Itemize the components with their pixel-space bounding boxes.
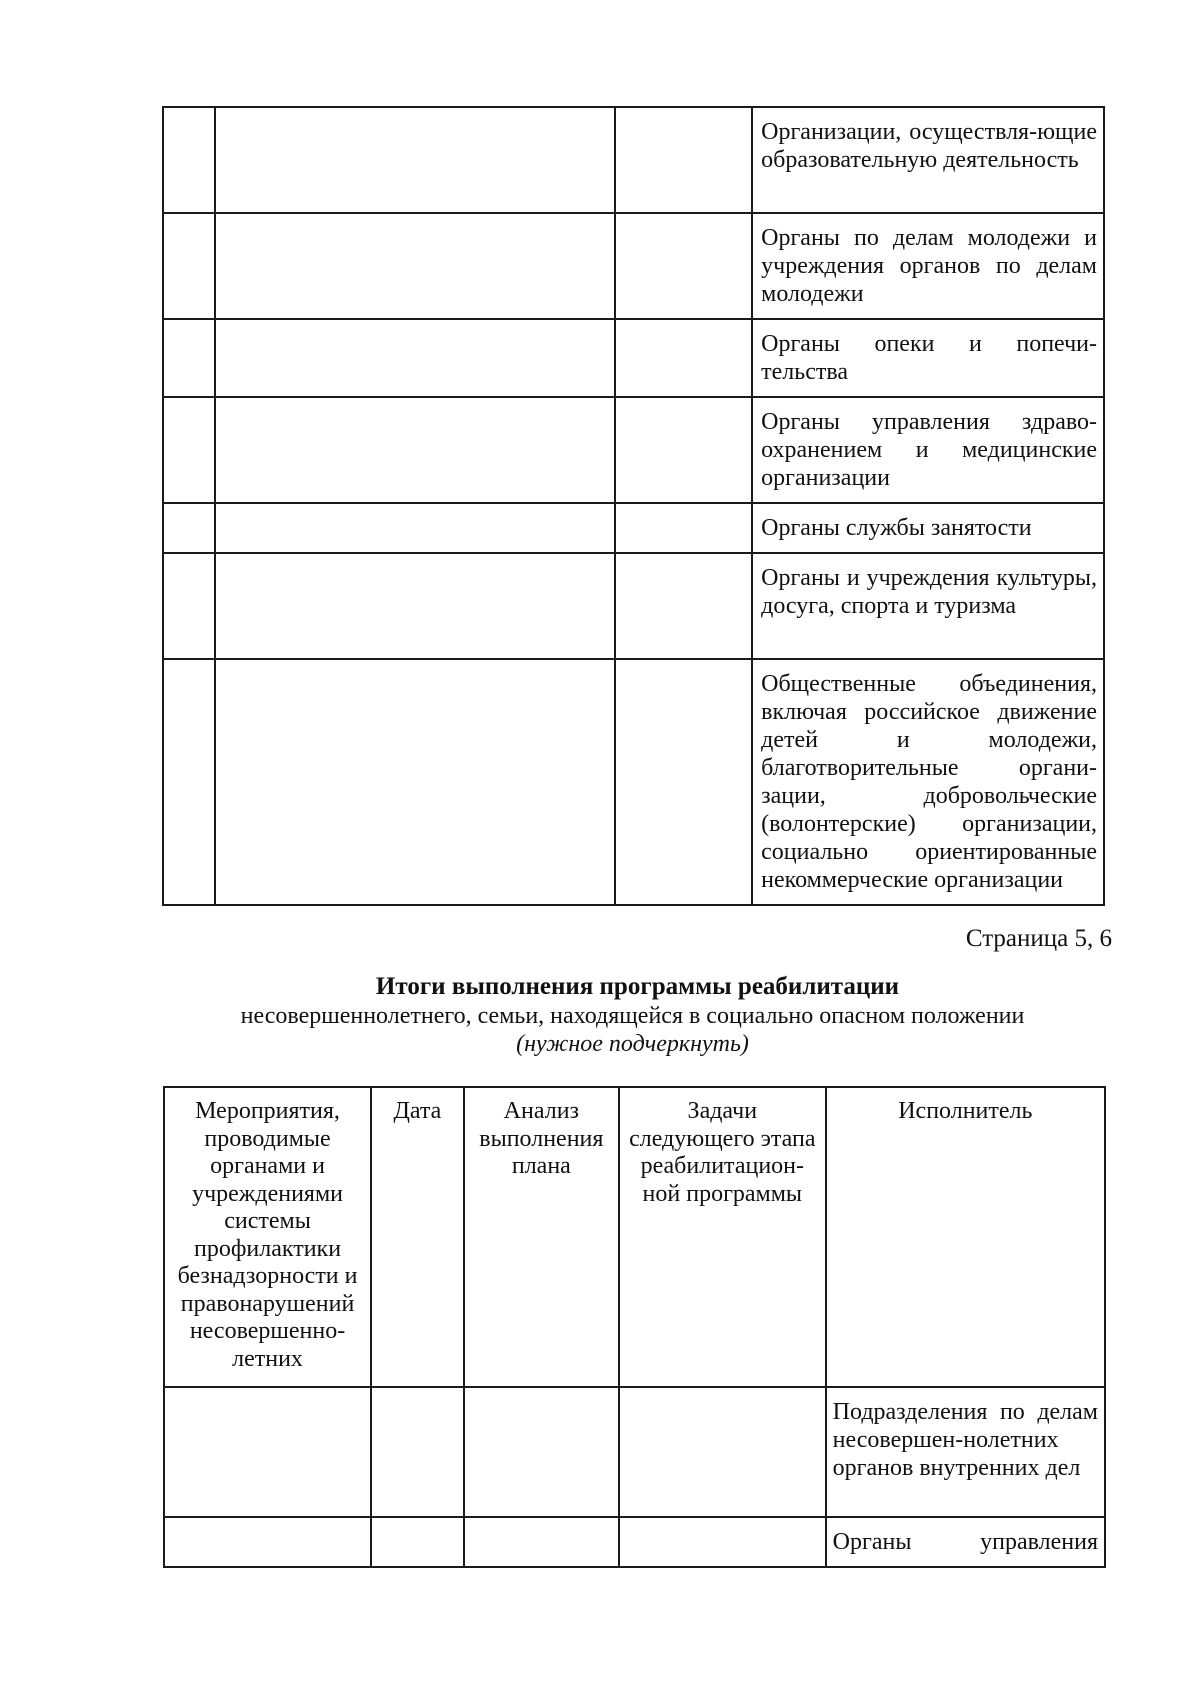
table-cell <box>464 1517 619 1567</box>
table-cell <box>164 1517 371 1567</box>
table-cell <box>615 397 752 503</box>
heading-subtitle: несовершеннолетнего, семьи, находящейся в социально опасном положении <box>240 1003 1025 1029</box>
header-measures: Мероприятия, проводимые органами и учреждениями системы профилактики безнадзорности и правонарушений несовершенно-летних <box>177 1098 358 1372</box>
table-cell <box>615 319 752 397</box>
table-cell <box>371 1387 464 1517</box>
org-name: Органы и учреждения культуры, досуга, спорта и туризма <box>761 565 1097 619</box>
table-cell <box>215 397 616 503</box>
page-label: Страница 5, 6 <box>965 925 1112 952</box>
table-cell <box>615 659 752 905</box>
table-cell <box>215 659 616 905</box>
org-name: Общественные объединения, включая российское движение детей и молодежи, благотворительные органи-зации, добровольческие (волонтерские) организации, социально ориентированные некоммерческие организации <box>761 671 1097 893</box>
table-row <box>164 1387 1105 1517</box>
header-row <box>164 1087 1105 1387</box>
table-cell <box>615 107 752 213</box>
org-cell <box>752 553 1104 659</box>
table-row <box>163 553 1104 659</box>
heading-title: Итоги выполнения программы реабилитации <box>375 973 900 1000</box>
table-cell <box>163 213 215 319</box>
table-row <box>163 213 1104 319</box>
table-cell <box>215 503 616 553</box>
table-row <box>163 319 1104 397</box>
table-row <box>164 1517 1105 1567</box>
table-cell <box>619 1517 826 1567</box>
org-cell <box>752 213 1104 319</box>
table-cell <box>615 553 752 659</box>
heading-note: (нужное подчеркнуть) <box>516 1031 749 1057</box>
table-cell <box>163 319 215 397</box>
table-cell <box>163 107 215 213</box>
header-date: Дата <box>393 1098 442 1124</box>
executor-cell <box>826 1387 1105 1517</box>
table-cell <box>163 553 215 659</box>
table-cell <box>615 503 752 553</box>
org-name: Органы управления здраво-охранением и медицинские организации <box>761 409 1097 491</box>
bottom-table <box>163 1086 1106 1568</box>
org-cell <box>752 397 1104 503</box>
table-row <box>163 397 1104 503</box>
top-table <box>162 106 1105 906</box>
header-tasks: Задачи следующего этапа реабилитацион-ной программы <box>629 1098 816 1207</box>
header-cell-executor <box>826 1087 1105 1387</box>
org-name: Органы опеки и попечи-тельства <box>761 331 1097 385</box>
org-name: Органы службы занятости <box>761 515 1032 541</box>
table-cell <box>215 553 616 659</box>
header-cell-date <box>371 1087 464 1387</box>
org-cell <box>752 319 1104 397</box>
table-cell <box>464 1387 619 1517</box>
org-cell <box>752 503 1104 553</box>
header-cell-measures <box>164 1087 371 1387</box>
table-row <box>163 503 1104 553</box>
table-cell <box>164 1387 371 1517</box>
table-cell <box>163 397 215 503</box>
table-cell <box>619 1387 826 1517</box>
table-cell <box>163 659 215 905</box>
executor-name: Органы управления <box>832 1529 1098 1555</box>
table-cell <box>215 107 616 213</box>
org-cell <box>752 659 1104 905</box>
table-cell <box>215 213 616 319</box>
section-heading <box>160 972 1105 1058</box>
header-cell-analysis <box>464 1087 619 1387</box>
executor-cell <box>826 1517 1105 1567</box>
header-executor: Исполнитель <box>898 1098 1033 1124</box>
table-cell <box>615 213 752 319</box>
header-analysis: Анализ выполнения плана <box>479 1098 604 1179</box>
org-name: Органы по делам молодежи и учреждения органов по делам молодежи <box>761 225 1097 307</box>
table-cell <box>215 319 616 397</box>
executor-name: Подразделения по делам несовершен-нолетних органов внутренних дел <box>832 1399 1098 1481</box>
org-cell <box>752 107 1104 213</box>
table-row <box>163 107 1104 213</box>
table-row <box>163 659 1104 905</box>
table-cell <box>163 503 215 553</box>
table-cell <box>371 1517 464 1567</box>
header-cell-tasks <box>619 1087 826 1387</box>
org-name: Организации, осуществля-ющие образовательную деятельность <box>761 119 1097 173</box>
